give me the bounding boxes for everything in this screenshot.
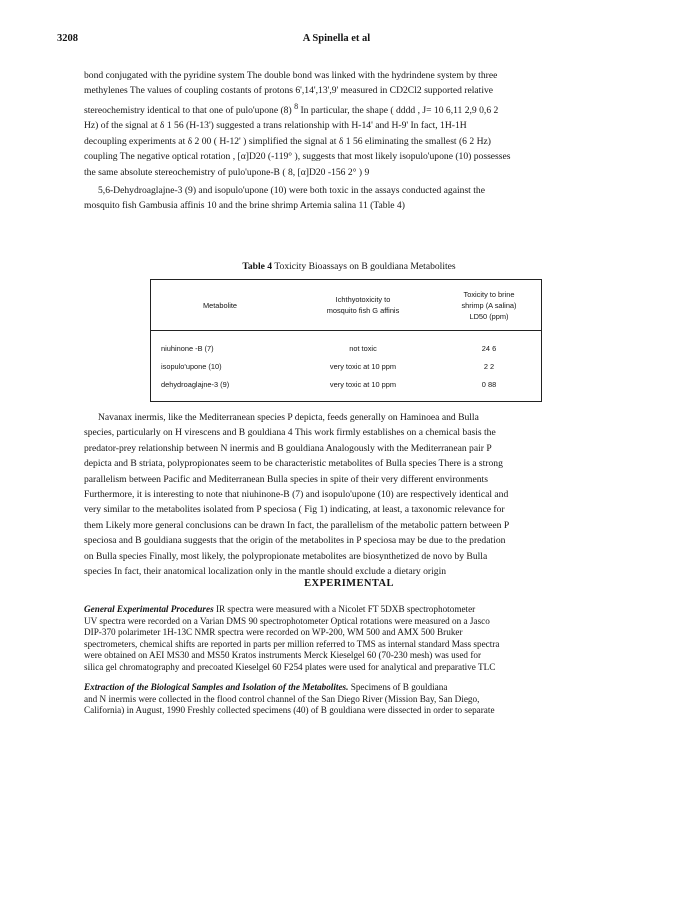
table-row bbox=[151, 357, 542, 375]
column-header-ld50: Toxicity to brine shrimp (A salina) LD50 (ppm) bbox=[437, 280, 542, 331]
cell-ld50: 2 2 bbox=[483, 361, 495, 371]
text-line: the same absolute stereochemistry of pulo'upone-B ( 8, [α]D20 -156 2° ) 9 bbox=[84, 166, 370, 178]
cell-ichthyotoxicity: very toxic at 10 ppm bbox=[329, 379, 397, 389]
text-line: General Experimental Procedures IR spectra were measured with a Nicolet FT 5DXB spectrophotometer bbox=[84, 604, 476, 614]
paragraph-predator-prey bbox=[84, 410, 614, 579]
text-line: methylenes The values of coupling costants of protons 6',14',13',9' measured in CD2Cl2 supported relative bbox=[84, 85, 494, 97]
text-line: Hz) of the signal at δ 1 56 (H-13') suggested a trans relationship with H-14' and H-9' In fact, 1H-1H bbox=[84, 120, 467, 132]
column-header-metabolite: Metabolite bbox=[151, 280, 290, 331]
text-line: parallelism between Pacific and Mediterranean Bulla species in spite of their very different environments bbox=[84, 473, 488, 485]
text-line: bond conjugated with the pyridine system The double bond was linked with the hydrindene system by three bbox=[84, 70, 498, 81]
cell-metabolite: dehydroaglajne-3 (9) bbox=[161, 379, 230, 389]
cell-ichthyotoxicity: very toxic at 10 ppm bbox=[329, 361, 397, 371]
paragraph-general-procedures bbox=[84, 604, 614, 674]
text-line: UV spectra were recorded on a Varian DMS 90 spectrophotometer Optical rotations were measured on a Jasco bbox=[84, 615, 490, 626]
text-line: them Likely more general conclusions can be drawn In fact, the parallelism of the metabolic pattern between P bbox=[84, 519, 510, 531]
text-line: speciosa and B gouldiana suggests that the origin of the metabolites in P speciosa may be due to the predation bbox=[84, 535, 506, 547]
text-line: spectrometers, chemical shifts are reported in parts per million referred to TMS as internal standard Mass spectra bbox=[84, 638, 500, 649]
cell-ichthyotoxicity: not toxic bbox=[349, 343, 377, 353]
text-line: were obtained on AEI MS30 and MS50 Kratos instruments Merck Kieselgel 60 (70-230 mesh) was used for bbox=[84, 650, 482, 661]
text-line: stereochemistry identical to that one of pulo'upone (8) $^8$ In particular, the shape ( dddd , J= 10 6,11 2,9 0,6 2 bbox=[84, 101, 499, 116]
column-header-ichthyotoxicity: Ichthyotoxicity to mosquito fish G affinis bbox=[289, 280, 437, 331]
paragraph-extraction bbox=[84, 682, 614, 717]
table-header-row bbox=[151, 280, 542, 331]
text-line: silica gel chromatography and precoated Kieselgel 60 F254 plates were used for analytical and preparative TLC bbox=[84, 661, 496, 672]
cell-ld50: 0 88 bbox=[481, 379, 497, 389]
text-line: Extraction of the Biological Samples and Isolation of the Metabolites. Specimens of B gouldiana bbox=[84, 682, 448, 692]
run-in-heading: Extraction of the Biological Samples and Isolation of the Metabolites. bbox=[84, 682, 349, 692]
table-caption-text: Toxicity Bioassays on B gouldiana Metabolites bbox=[274, 261, 456, 272]
text-line: on Bulla species Finally, most likely, the polypropionate metabolites are biosynthetized de novo by Bulla bbox=[84, 550, 488, 562]
text-line: depicta and B striata, polypropionates seem to be characteristic metabolites of Bulla species There is a strong bbox=[84, 458, 503, 470]
text-line: species In fact, their anatomical localization only in the mantle should exclude a dietary origin bbox=[84, 566, 447, 578]
running-header bbox=[57, 33, 616, 47]
table-caption bbox=[84, 261, 614, 272]
table-row bbox=[151, 331, 542, 358]
text-line: predator-prey relationship between N inermis and B gouldiana Analogously with the Mediterranean pair P bbox=[84, 442, 492, 454]
page-number: 3208 bbox=[57, 33, 78, 44]
toxicity-table bbox=[150, 279, 542, 402]
cell-ld50: 24 6 bbox=[481, 343, 497, 353]
cell-metabolite: niuhinone -B (7) bbox=[161, 343, 214, 353]
text-line: Navanax inermis, like the Mediterranean species P depicta, feeds generally on Haminoea and Bulla bbox=[98, 412, 479, 423]
table-row bbox=[151, 375, 542, 402]
text-line: mosquito fish Gambusia affinis 10 and the brine shrimp Artemia salina 11 (Table 4) bbox=[84, 200, 405, 212]
text-line: coupling The negative optical rotation , [α]D20 (-119° ), suggests that most likely isopulo'upone (10) possesses bbox=[84, 151, 511, 163]
table-caption-label: Table 4 bbox=[242, 261, 273, 272]
text-line: California) in August, 1990 Freshly collected specimens (40) of B gouldiana were dissected in order to separate bbox=[84, 705, 495, 716]
text-line: Furthermore, it is interesting to note that niuhinone-B (7) and isopulo'upone (10) are respectively identical and bbox=[84, 489, 509, 501]
text-line: DIP-370 polarimeter 1H-13C NMR spectra were recorded on WP-200, WM 500 and AMX 500 Bruker bbox=[84, 627, 463, 638]
paragraph-toxicity-intro bbox=[84, 183, 614, 214]
run-in-heading: General Experimental Procedures bbox=[84, 604, 214, 614]
section-heading-experimental: EXPERIMENTAL bbox=[304, 578, 394, 589]
text-line: and N inermis were collected in the flood control channel of the San Diego River (Mission Bay, San Diego, bbox=[84, 693, 480, 704]
text-line: very similar to the metabolites isolated from P speciosa ( Fig 1) indicating, at least, a taxonomic relevance for bbox=[84, 504, 505, 516]
text-line: species, particularly on H virescens and B gouldiana 4 This work firmly establishes on a chemical basis the bbox=[84, 427, 496, 439]
paragraph-stereochemistry bbox=[84, 68, 614, 180]
reference-superscript: 8 bbox=[294, 101, 299, 111]
running-author: A Spinella et al bbox=[302, 33, 371, 44]
text-line: decoupling experiments at δ 2 00 ( H-12' ) simplified the signal at δ 1 56 eliminating the smallest (6 2 Hz) bbox=[84, 135, 491, 147]
text-line: 5,6-Dehydroaglajne-3 (9) and isopulo'upone (10) were both toxic in the assays conducted against the bbox=[98, 185, 485, 196]
cell-metabolite: isopulo'upone (10) bbox=[161, 361, 222, 371]
